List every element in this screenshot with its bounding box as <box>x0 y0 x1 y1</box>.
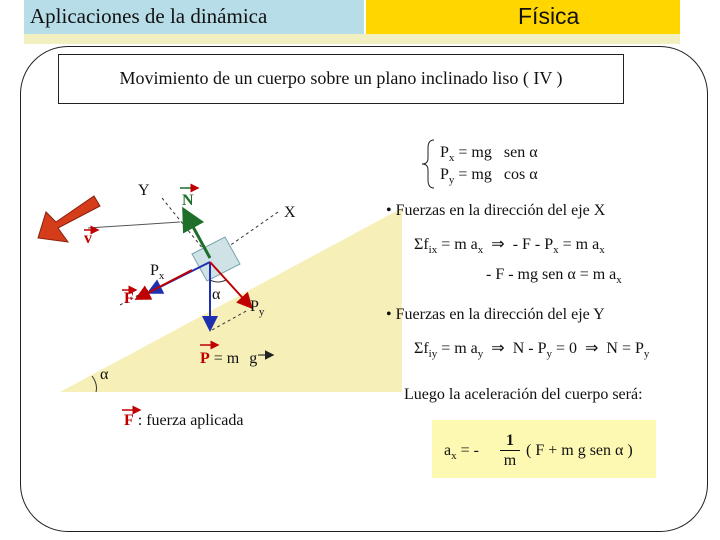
heading-x-forces: • Fuerzas en la dirección del eje X <box>386 202 606 219</box>
label-px: $P_x$ <box>150 262 165 283</box>
eq-x-expanded: - F - mg sen α = m $a_x$ <box>486 266 622 287</box>
legend-applied-force: F : fuerza aplicada <box>124 412 244 429</box>
result-fraction-num: 1 <box>500 432 520 451</box>
result-fraction-den: m <box>503 452 517 469</box>
label-weight: P = m g <box>200 350 258 367</box>
label-alpha-block: α <box>212 286 221 303</box>
slide-title: Movimiento de un cuerpo sobre un plano inclinado liso ( IV ) <box>119 68 563 88</box>
label-velocity: v <box>84 230 92 247</box>
label-x-axis: X <box>284 204 296 221</box>
eq-px: $P_x$ = mg sen α <box>440 144 538 165</box>
label-alpha-base: α <box>100 366 109 383</box>
eq-sum-y: $\Sigma f_{iy} = m$ $a_y$ ⇒ $N - P_y = 0$ ⇒ $N = P_y$ <box>414 340 650 361</box>
luego-text: Luego la aceleración del cuerpo será: <box>404 386 643 403</box>
label-y-axis: Y <box>138 182 150 199</box>
result-lhs: $a_x$ = - <box>444 442 479 463</box>
label-py: $P_y$ <box>250 298 265 319</box>
section-title: Aplicaciones de la dinámica <box>30 4 268 28</box>
velocity-arrow <box>88 222 180 228</box>
eq-sum-x: $\Sigma f_{ix} = m$ $a_x$ ⇒ - $F - P_x = m$ $a_x$ <box>414 236 605 257</box>
f-arrow <box>138 270 192 298</box>
label-normal: N <box>182 192 194 209</box>
eq-py: $P_y$ = mg cos α <box>440 166 538 187</box>
label-f: F <box>124 290 134 307</box>
heading-y-forces: • Fuerzas en la dirección del eje Y <box>386 306 605 323</box>
result-rhs: ( F + m g sen α ) <box>526 442 633 459</box>
alpha-arc-block <box>210 280 226 282</box>
subject-title: Física <box>518 3 580 29</box>
brace <box>422 140 434 188</box>
